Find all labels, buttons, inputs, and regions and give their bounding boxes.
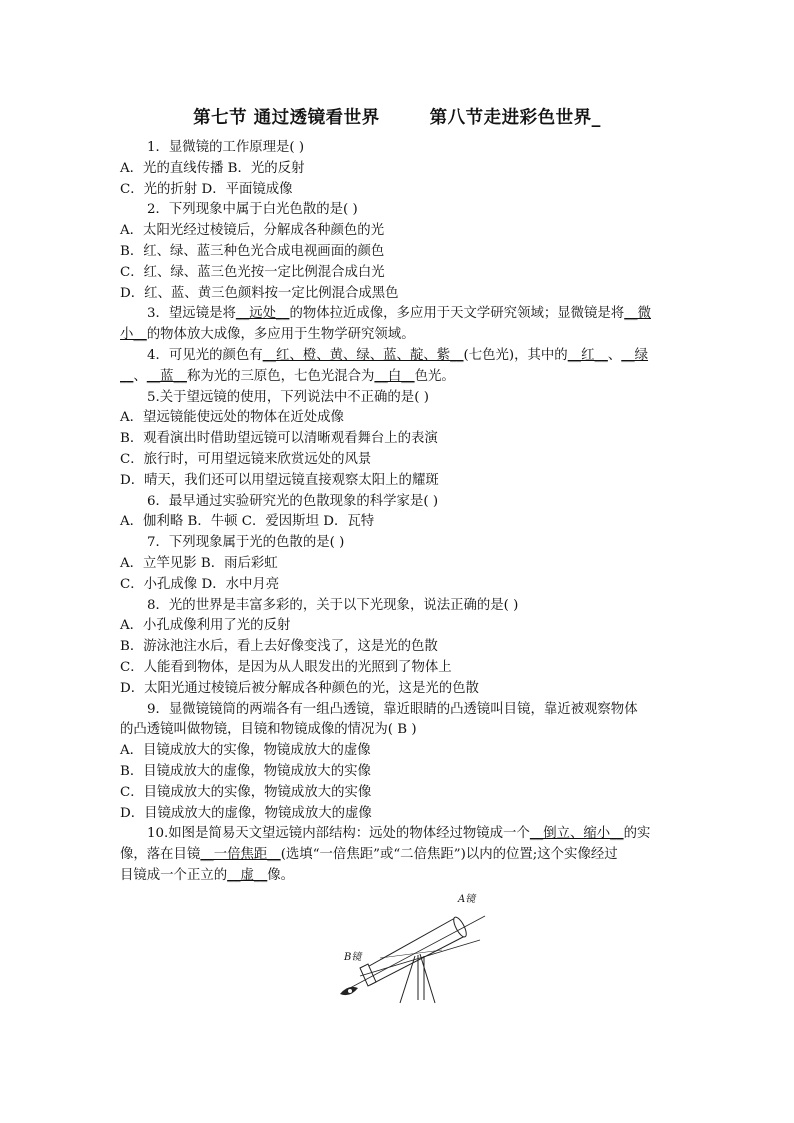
q5-option-d: D．晴天，我们还可以用望远镜直接观察太阳上的耀斑: [120, 472, 439, 488]
q10-answer-2: __一倍焦距__: [200, 847, 281, 863]
q4-line-1: 4．可见光的颜色有__红、橙、黄、绿、蓝、靛、紫__(七色光)，其中的__红__、__绿: [147, 347, 649, 363]
q10-line-1: 10.如图是简易天文望远镜内部结构：远处的物体经过物镜成一个__倒立、缩小__的实: [147, 826, 651, 842]
page-title: [0, 104, 794, 129]
q2-option-a: A．太阳光经过棱镜后，分解成各种颜色的光: [120, 223, 385, 239]
q3-answer-2a: __微: [624, 306, 651, 322]
q4-answer-3b: __: [120, 368, 134, 384]
q4-answer-5: __白__: [374, 368, 415, 384]
q5-option-c: C．旅行时，可用望远镜来欣赏远处的风景: [120, 451, 372, 467]
q5-option-a: A．望远镜能使远处的物体在近处成像: [120, 410, 344, 426]
q9-option-a: A．目镜成放大的实像，物镜成放大的虚像: [120, 743, 371, 759]
q3-answer-2b: 小__: [120, 327, 147, 343]
q4-line-2: __、__蓝__称为光的三原色，七色光混合为__白__色光。: [120, 368, 455, 384]
light-ray-2: [360, 940, 480, 976]
q1-options-cd: C．光的折射 D．平面镜成像: [120, 181, 293, 197]
q9-stem-1: 9．显微镜镜筒的两端各有一组凸透镜，靠近眼睛的凸透镜叫目镜，靠近被观察物体: [147, 701, 638, 717]
label-a-lens: A镜: [458, 894, 476, 905]
q8-stem: 8．光的世界是丰富多彩的，关于以下光现象，说法正确的是( ): [147, 597, 519, 613]
q2-option-d: D．红、蓝、黄三色颜料按一定比例混合成黑色: [120, 285, 399, 301]
label-b-lens: B镜: [344, 952, 362, 963]
q6-stem: 6．最早通过实验研究光的色散现象的科学家是( ): [147, 493, 439, 509]
objective-lens-a: [451, 915, 468, 938]
title-section-8: 第八节走进彩色世界_: [429, 108, 601, 128]
q2-option-c: C．红、绿、蓝三色光按一定比例混合成白光: [120, 264, 385, 280]
q6-options: A．伽利略 B．牛顿 C．爱因斯坦 D．瓦特: [120, 514, 375, 530]
q4-answer-4: __蓝__: [146, 368, 187, 384]
q8-option-d: D．太阳光通过棱镜后被分解成各种颜色的光，这是光的色散: [120, 680, 479, 696]
q9-stem-2: 的凸透镜叫做物镜，目镜和物镜成像的情况为( B ): [120, 722, 417, 738]
q4-answer-3a: __绿: [621, 347, 649, 363]
q10-answer-3: __虚__: [227, 867, 268, 883]
q4-answer-2: __红__: [567, 347, 608, 363]
q10-line-2: 像，落在目镜__一倍焦距__(选填“一倍焦距”或“二倍焦距”)以内的位置;这个实像经过: [120, 847, 618, 863]
q5-stem: 5.关于望远镜的使用，下列说法中不正确的是( ): [147, 389, 429, 405]
telescope-figure: [330, 888, 495, 1008]
q9-option-b: B．目镜成放大的虚像，物镜成放大的实像: [120, 763, 371, 779]
q5-option-b: B．观看演出时借助望远镜可以清晰观看舞台上的表演: [120, 431, 438, 447]
q2-option-b: B．红、绿、蓝三种色光合成电视画面的颜色: [120, 243, 385, 259]
q3-line-1: 3．望远镜是将__远处__的物体拉近成像，多应用于天文学研究领域；显微镜是将__微: [147, 306, 651, 322]
q7-options-ab: A．立竿见影 B．雨后彩虹: [120, 555, 278, 571]
q8-option-a: A．小孔成像利用了光的反射: [120, 618, 291, 634]
q2-stem: 2．下列现象中属于白光色散的是( ): [147, 202, 358, 218]
q1-stem: 1．显微镜的工作原理是( ): [147, 140, 305, 155]
telescope-tube-top: [362, 918, 455, 970]
q3-line-2: 小__的物体放大成像，多应用于生物学研究领域。: [120, 327, 415, 343]
q3-answer-1: __远处__: [235, 306, 290, 322]
q1-options-ab: A．光的直线传播 B．光的反射: [120, 160, 305, 176]
q10-answer-1: __倒立、缩小__: [529, 826, 624, 842]
q4-answer-1: __红、橙、黄、绿、蓝、靛、紫__: [262, 347, 464, 363]
q9-option-d: D．目镜成放大的虚像，物镜成放大的虚像: [120, 805, 372, 821]
title-section-7: 第七节 通过透镜看世界: [193, 108, 380, 128]
q9-option-c: C．目镜成放大的实像，物镜成放大的实像: [120, 784, 372, 800]
q8-option-c: C．人能看到物体，是因为从人眼发出的光照到了物体上: [120, 659, 452, 675]
q7-options-cd: C．小孔成像 D．水中月亮: [120, 576, 280, 592]
q7-stem: 7．下列现象属于光的色散的是( ): [147, 535, 345, 551]
q8-option-b: B．游泳池注水后，看上去好像变浅了，这是光的色散: [120, 639, 438, 655]
eye-pupil: [348, 989, 352, 993]
question-list: [120, 138, 678, 887]
q10-line-3: 目镜成一个正立的__虚__像。: [120, 867, 295, 883]
tripod-leg-right: [420, 954, 435, 1003]
